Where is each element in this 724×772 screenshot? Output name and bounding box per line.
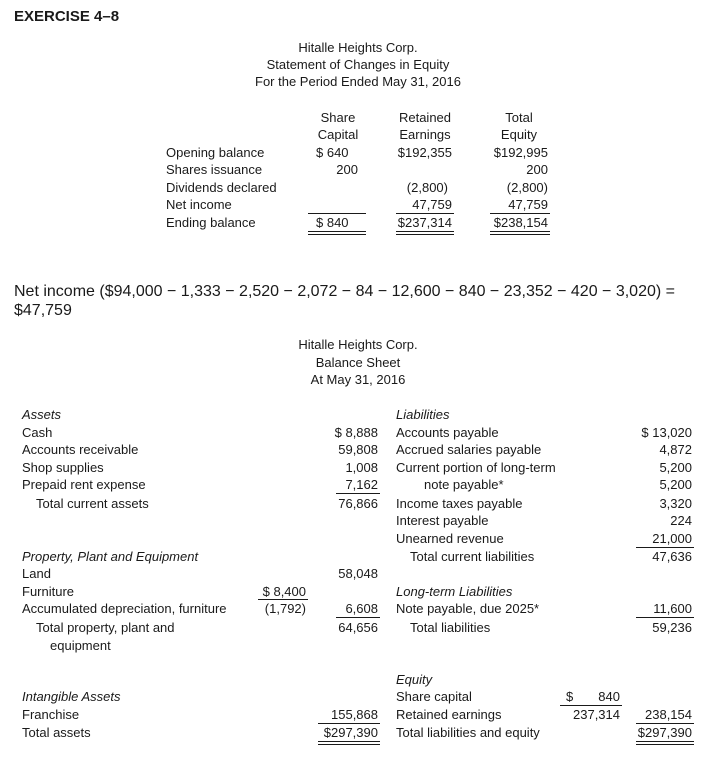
note-payable-value: 11,600 [653,601,692,616]
total-ppe-value: 64,656 [338,620,378,635]
asset-value: 1,008 [345,460,378,475]
total-liabilities-label: Total liabilities [410,620,491,635]
liability-value: 224 [670,513,692,528]
soce-cell: $238,154 [493,215,548,230]
liability-value: 5,200 [659,477,692,492]
total-assets-label: Total assets [22,725,91,740]
asset-label: Shop supplies [22,460,104,475]
soce-cell: $ 640 [316,145,349,160]
total-current-assets-label: Total current assets [36,496,149,511]
soce-cell: 200 [526,162,548,177]
soce-cell: 47,759 [508,197,548,212]
col-total-equity-1: Total [505,110,533,125]
accum-dep-value: (1,792) [264,601,306,616]
double-underline [318,741,380,745]
soce-cell: $ 840 [316,215,349,230]
subtotal-rule [636,617,694,618]
col-share-capital-1: Share [320,110,356,125]
assets-heading: Assets [22,407,62,422]
bs-company: Hitalle Heights Corp. [298,337,418,352]
retained-earnings-label: Retained earnings [396,707,502,722]
subtotal-rule [336,493,380,494]
soce-row-label: Opening balance [166,145,265,160]
total-ppe-label-cont: equipment [50,638,111,653]
soce-row-label: Dividends declared [166,180,277,195]
furniture-label: Furniture [22,584,75,599]
liability-label: Accounts payable [396,425,499,440]
bs-statement-title: Balance Sheet [315,355,401,370]
furniture-value: $ 8,400 [262,584,306,599]
accum-dep-net: 6,608 [345,601,378,616]
total-current-liabilities-value: 47,636 [652,549,692,564]
total-liabilities-equity-label: Total liabilities and equity [396,725,540,740]
liability-label: Income taxes payable [396,496,523,511]
exercise-title: EXERCISE 4–8 [14,8,120,25]
liabilities-heading: Liabilities [396,407,450,422]
soce-cell: $192,995 [493,145,548,160]
asset-label: Cash [22,425,53,440]
double-underline [636,741,694,745]
soce-period: For the Period Ended May 31, 2016 [255,74,461,89]
asset-label: Accounts receivable [22,442,139,457]
total-liabilities-equity-value: $297,390 [637,725,692,740]
subtotal-rule [560,705,622,706]
soce-cell: 200 [336,162,358,177]
soce-cell: (2,800) [506,180,548,195]
liability-label: Interest payable [396,513,489,528]
total-liabilities-value: 59,236 [652,620,692,635]
col-total-equity-2: Equity [500,127,538,142]
liability-label: Unearned revenue [396,531,504,546]
lt-liabilities-heading: Long-term Liabilities [396,584,513,599]
liability-value: 3,320 [659,496,692,511]
intangible-heading: Intangible Assets [22,689,121,704]
liability-value: $ 13,020 [641,425,692,440]
col-retained-earnings-1: Retained [398,110,452,125]
land-label: Land [22,566,51,581]
liability-value: 4,872 [659,442,692,457]
ppe-heading: Property, Plant and Equipment [22,549,199,564]
asset-label: Prepaid rent expense [22,477,146,492]
share-capital-value: 840 [598,689,620,704]
equity-heading: Equity [396,672,433,687]
franchise-label: Franchise [22,707,80,722]
col-retained-earnings-2: Earnings [399,127,451,142]
franchise-value: 155,868 [331,707,378,722]
accum-dep-label: Accumulated depreciation, furniture [22,601,227,616]
double-underline [308,231,366,235]
soce-row-label: Shares issuance [166,162,263,177]
share-capital-label: Share capital [396,689,472,704]
soce-cell: $192,355 [397,145,452,160]
note-payable-label: Note payable, due 2025* [396,601,540,616]
net-income-formula: Net income ($94,000 − 1,333 − 2,520 − 2,072 − 84 − 12,600 − 840 − 23,352 − 420 − 3,020) = [14,283,675,300]
liability-value: 21,000 [652,531,692,546]
total-current-liabilities-label: Total current liabilities [410,549,535,564]
total-assets-value: $297,390 [323,725,378,740]
total-rule [308,213,366,214]
subtotal-rule [336,617,380,618]
bs-date: At May 31, 2016 [310,372,406,387]
soce-cell: $237,314 [397,215,452,230]
soce-row-label: Ending balance [166,215,256,230]
share-capital-dollar: $ [566,689,574,704]
retained-earnings-value: 237,314 [573,707,620,722]
liability-label: Accrued salaries payable [396,442,542,457]
total-current-assets-value: 76,866 [338,496,378,511]
net-income-result: $47,759 [14,302,72,319]
total-ppe-label: Total property, plant and [36,620,175,635]
col-share-capital-2: Capital [317,127,359,142]
double-underline [490,231,550,235]
asset-value: 7,162 [345,477,378,492]
equity-total-value: 238,154 [645,707,692,722]
liability-value: 5,200 [659,460,692,475]
land-value: 58,048 [338,566,378,581]
soce-cell: (2,800) [406,180,448,195]
soce-cell: 47,759 [412,197,452,212]
liability-label: note payable* [424,477,504,492]
soce-row-label: Net income [166,197,232,212]
asset-value: 59,808 [338,442,378,457]
soce-statement-title: Statement of Changes in Equity [266,57,450,72]
soce-company: Hitalle Heights Corp. [298,40,418,55]
asset-value: $ 8,888 [334,425,378,440]
liability-label: Current portion of long-term [396,460,556,475]
double-underline [396,231,454,235]
